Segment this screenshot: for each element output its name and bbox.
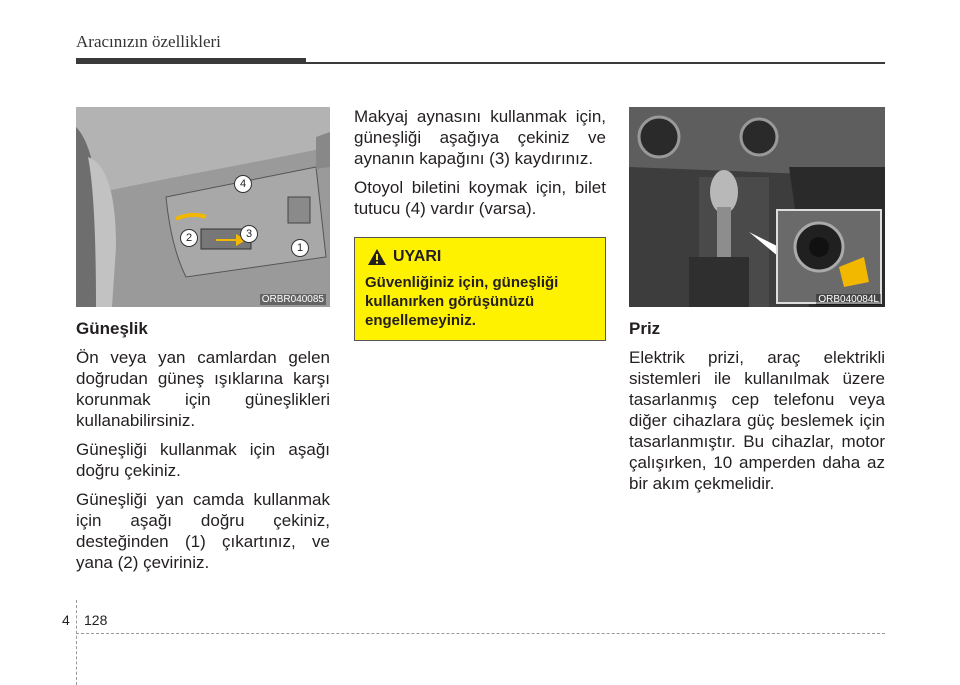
page-number: 128 — [84, 612, 108, 628]
warning-box — [354, 237, 606, 341]
sunvisor-illustration — [76, 107, 330, 307]
figure-code: ORB040084L — [818, 294, 879, 305]
paragraph: Otoyol biletini koymak için, bilet tutucu (4) vardır (varsa). — [354, 178, 606, 218]
footer-rule — [76, 633, 885, 634]
chapter-number: 4 — [62, 612, 70, 628]
callout-2: 2 — [180, 229, 198, 247]
callout-3: 3 — [240, 225, 258, 243]
paragraph: Elektrik prizi, araç elektrikli sistemleri ile kullanılmak üzere tasarlanmış cep telefonu veya diğer cihazlara güç beslemek için tasarlanmıştır. Bu cihazlar, motor çalışırken, 10 amperden daha az bir akım çekmelidir. — [629, 348, 885, 493]
callout-4: 4 — [234, 175, 252, 193]
outlet-figure — [629, 107, 885, 307]
section-heading-sunvisor: Güneşlik — [76, 319, 148, 338]
callout-1: 1 — [291, 239, 309, 257]
warning-triangle-icon — [367, 248, 387, 266]
paragraph: Ön veya yan camlardan gelen doğrudan güneş ışıklarına karşı korunmak için güneşlikleri kullanabilirsiniz. — [76, 348, 330, 430]
warning-title-text: UYARI — [393, 248, 442, 265]
sunvisor-figure — [76, 107, 330, 307]
warning-title — [367, 248, 441, 266]
figure-code: ORBR040085 — [261, 294, 324, 305]
paragraph: Güneşliği yan camda kullanmak için aşağı doğru çekiniz, desteğinden (1) çıkartınız, ve yana (2) çeviriniz. — [76, 490, 330, 572]
header-rule-thick — [76, 58, 306, 64]
column-3 — [629, 318, 885, 502]
paragraph: Güneşliği kullanmak için aşağı doğru çekiniz. — [76, 440, 330, 480]
page-header-title: Aracınızın özellikleri — [76, 32, 221, 51]
warning-text: Güvenliğiniz için, güneşliği kullanırken görüşünüzü engellemeyiniz. — [365, 274, 559, 329]
column-2 — [354, 106, 606, 227]
section-heading-outlet: Priz — [629, 319, 661, 338]
footer-divider — [76, 600, 77, 685]
outlet-illustration — [629, 107, 885, 307]
paragraph: Makyaj aynasını kullanmak için, güneşliği aşağıya çekiniz ve aynanın kapağını (3) kaydırınız. — [354, 107, 606, 168]
header-rule-thin — [306, 62, 885, 64]
column-1 — [76, 318, 330, 581]
